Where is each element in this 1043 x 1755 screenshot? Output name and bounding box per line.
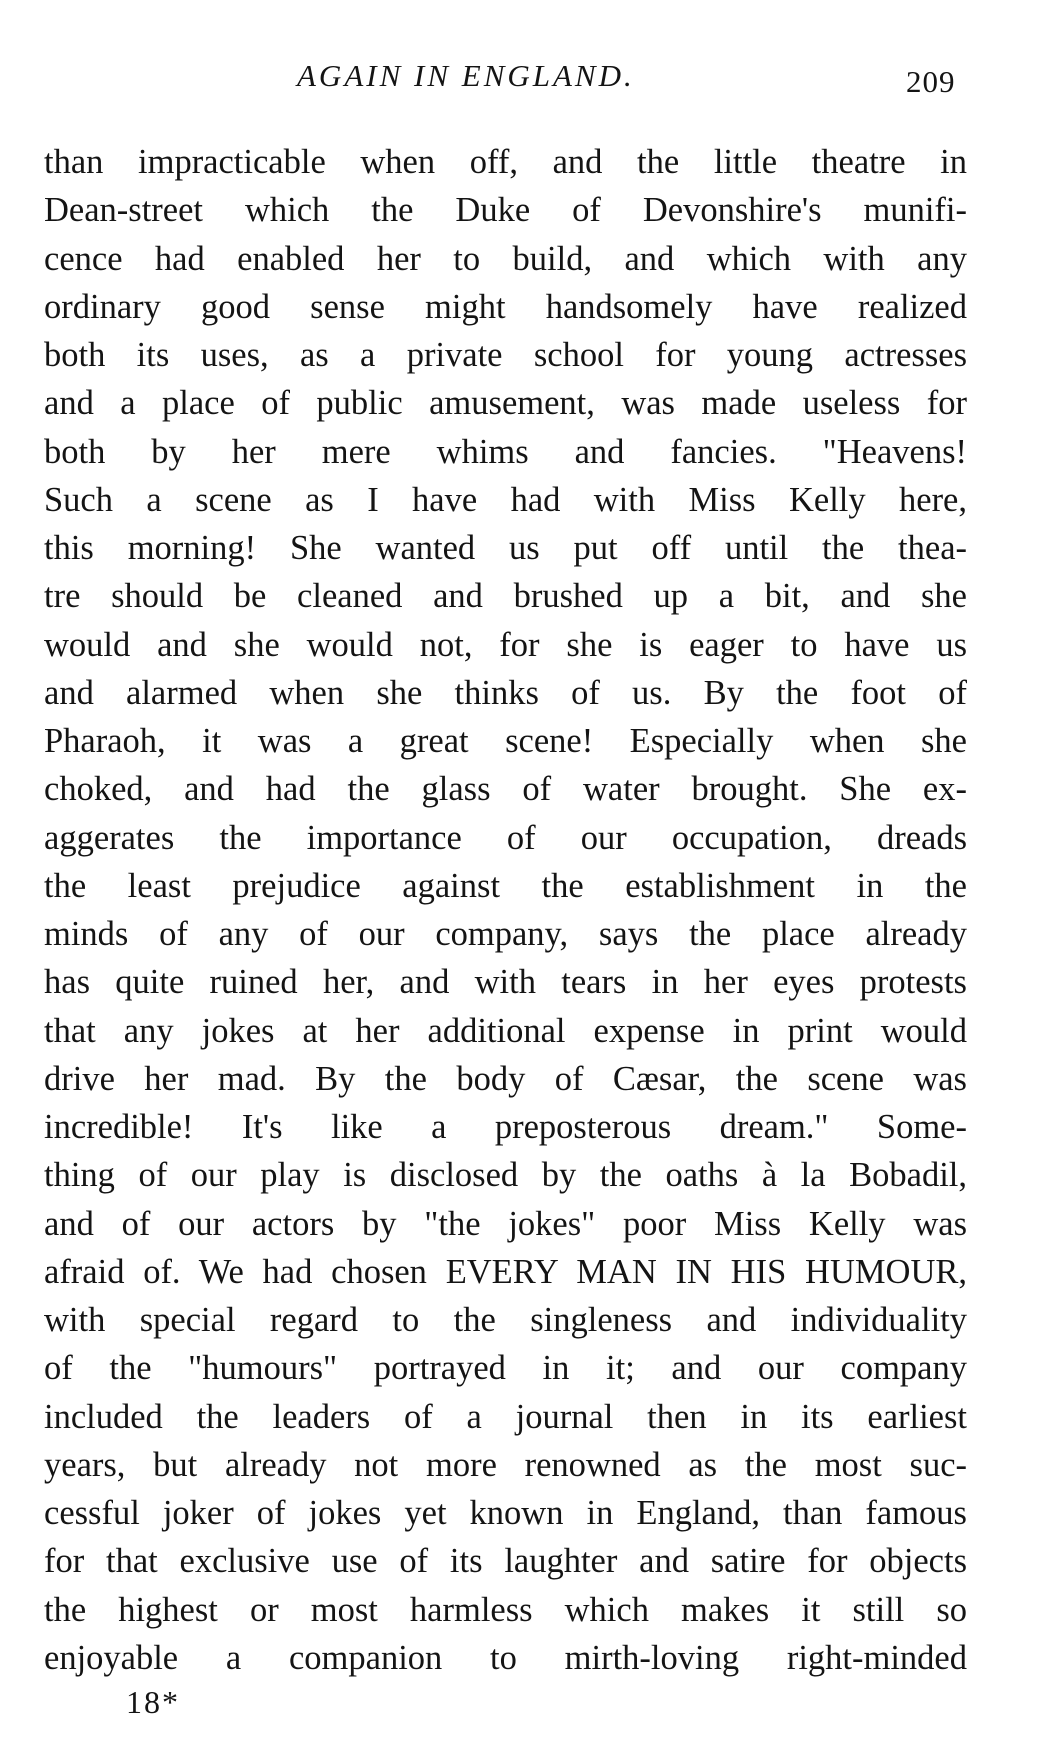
text-line: both by her mere whims and fancies. "Heavens!	[44, 432, 967, 471]
text-line: drive her mad. By the body of Cæsar, the scene was	[44, 1059, 967, 1098]
text-line: the least prejudice against the establishment in the	[44, 866, 967, 905]
text-line: choked, and had the glass of water brought. She ex-	[44, 770, 967, 809]
running-head	[0, 56, 1043, 100]
text-line: of the "humours" portrayed in it; and our company	[44, 1349, 967, 1388]
text-line: for that exclusive use of its laughter and satire for objects	[44, 1542, 967, 1581]
text-line: ordinary good sense might handsomely have realized	[44, 287, 967, 326]
text-line: that any jokes at her additional expense in print would	[44, 1011, 967, 1050]
text-line: Such a scene as I have had with Miss Kelly here,	[44, 480, 967, 519]
text-line: and of our actors by "the jokes" poor Miss Kelly was	[44, 1204, 967, 1243]
text-line: cessful joker of jokes yet known in England, than famous	[44, 1494, 967, 1532]
body-text	[44, 138, 967, 1682]
text-line: would and she would not, for she is eager to have us	[44, 625, 967, 664]
text-line: minds of any of our company, says the place already	[44, 915, 967, 953]
text-line: included the leaders of a journal then in its earliest	[44, 1397, 967, 1436]
text-line: with special regard to the singleness and individuality	[44, 1301, 967, 1339]
text-line: the highest or most harmless which makes it still so	[44, 1590, 967, 1629]
text-line: and a place of public amusement, was made useless for	[44, 384, 967, 423]
text-line: Pharaoh, it was a great scene! Especially when she	[44, 722, 967, 760]
text-line: Dean-street which the Duke of Devonshire's munifi-	[44, 191, 967, 230]
text-line: incredible! It's like a preposterous dream." Some-	[44, 1108, 967, 1146]
text-line: than impracticable when off, and the little theatre in	[44, 143, 967, 181]
text-line: has quite ruined her, and with tears in her eyes protests	[44, 963, 967, 1002]
running-title: AGAIN IN ENGLAND.	[297, 58, 635, 93]
signature-mark: 18*	[126, 1684, 180, 1720]
text-line: tre should be cleaned and brushed up a bit, and she	[44, 577, 967, 616]
text-line: aggerates the importance of our occupation, dreads	[44, 818, 967, 857]
text-line: cence had enabled her to build, and which with any	[44, 239, 967, 278]
text-line: enjoyable a companion to mirth-loving right-minded	[44, 1638, 967, 1677]
text-line: this morning! She wanted us put off until the thea-	[44, 529, 967, 567]
page-number: 209	[906, 64, 956, 99]
text-line: and alarmed when she thinks of us. By the foot of	[44, 673, 967, 712]
text-line: both its uses, as a private school for young actresses	[44, 336, 967, 374]
text-line: years, but already not more renowned as the most suc-	[44, 1445, 967, 1484]
text-line: thing of our play is disclosed by the oaths à la Bobadil,	[44, 1156, 967, 1195]
text-line: afraid of. We had chosen EVERY MAN IN HIS HUMOUR,	[44, 1252, 967, 1291]
